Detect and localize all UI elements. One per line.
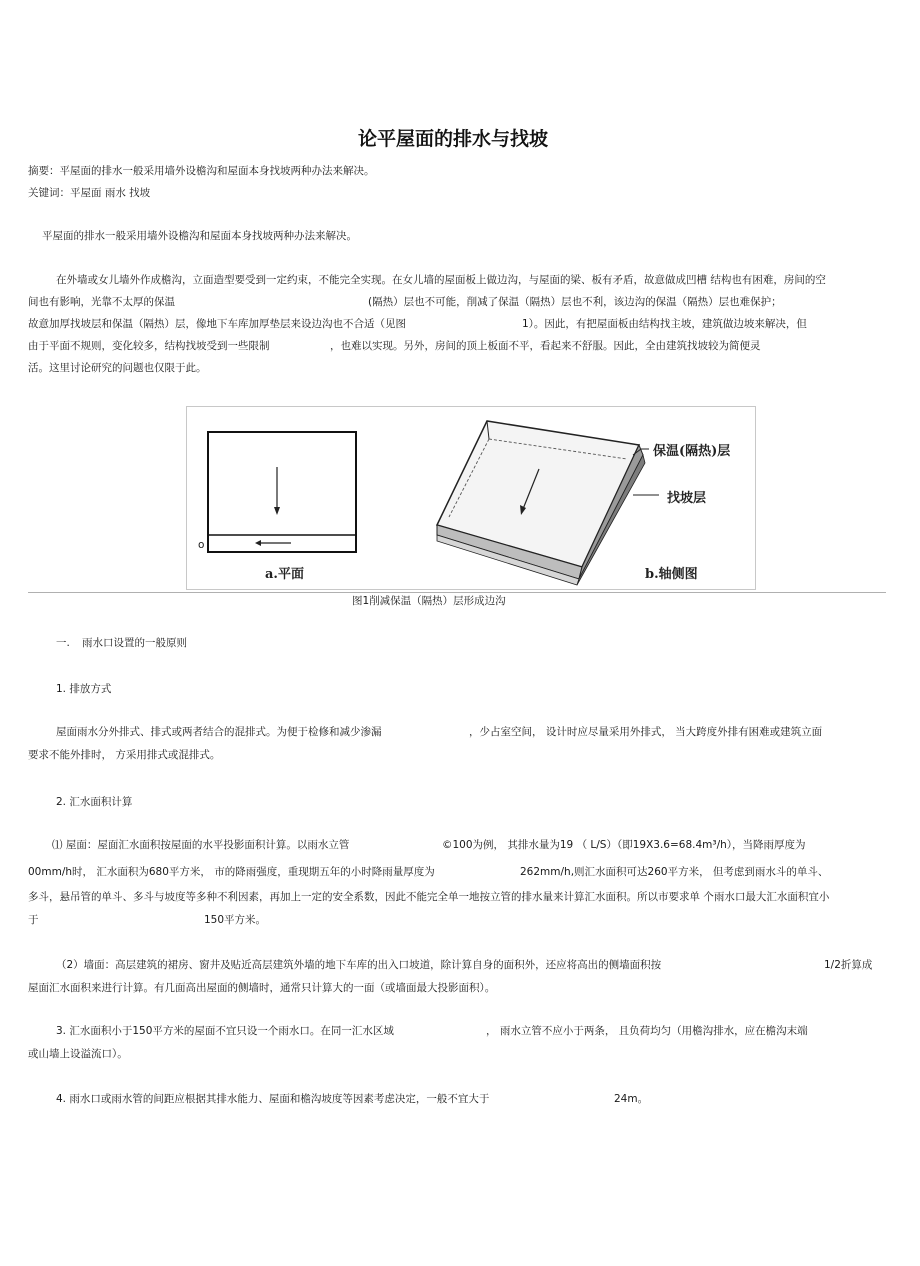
abstract: 摘要：平屋面的排水一般采用墙外设檐沟和屋面本身找坡两种办法来解决。 (28, 165, 375, 177)
label-axonometric: b.轴侧图 (645, 567, 698, 582)
item2-p2-line1b: 1/2折算成 (824, 959, 873, 971)
figure-1 (186, 406, 756, 590)
item1-line1b: ，少占室空间， 设计时应尽量采用外排式， 当大跨度外排有困难或建筑立面 (469, 726, 823, 738)
section1-heading: 雨水口设置的一般原则 (82, 637, 187, 649)
item2-p1-line4b: 150平方米。 (204, 914, 267, 926)
label-plan: a.平面 (265, 567, 304, 582)
item4-line1a: 4. 雨水口或雨水管的间距应根据其排水能力、屋面和檐沟坡度等因素考虑决定，一般不宜大于 (56, 1093, 490, 1105)
para1-line3b: 1）。因此，有把屋面板由结构找主坡，建筑做边坡来解决，但 (522, 318, 807, 330)
para1-line1: 在外墙或女儿墙外作成檐沟，立面造型要受到一定约束，不能完全实现。在女儿墙的屋面板上做边沟，与屋面的梁、板有矛盾，故意做成凹槽 结构也有困难，房间的空 (56, 274, 826, 286)
item2-p1-line1b: ©100为例， 其排水量为19 （ L/S）（即19X3.6=68.4m³/h），当降雨厚度为 (442, 839, 806, 851)
plan-view (208, 432, 356, 552)
item2-heading: 2. 汇水面积计算 (56, 796, 133, 808)
item4-line1b: 24m。 (614, 1093, 649, 1105)
item1-line2: 要求不能外排时， 方采用排式或混排式。 (28, 749, 221, 761)
para1-line3a: 故意加厚找坡层和保温（隔热）层，像地下车库加厚垫层来设边沟也不合适（见图 (28, 318, 406, 330)
item2-p1-line3: 多斗，悬吊管的单斗、多斗与坡度等多种不利因素，再加上一定的安全系数，因此不能完全单一地按立管的排水量来计算汇水面积。所以市要求单 个雨水口最大汇水面积宜小 (28, 891, 830, 903)
figure-caption: 图1削减保温（隔热）层形成边沟 (352, 595, 506, 607)
item2-p1-line4a: 于 (28, 914, 39, 926)
item2-p2-line2: 屋面汇水面积来进行计算。有几面高出屋面的侧墙时，通常只计算大的一面（或墙面最大投影面积）。 (28, 982, 496, 994)
para1-line2b: (隔热）层也不可能，削减了保温（隔热）层也不利，该边沟的保温（隔热）层也难保护； (368, 296, 782, 308)
keywords: 关键词：平屋面 雨水 找坡 (28, 187, 151, 199)
item2-p1-line1a: ⑴ 屋面：屋面汇水面积按屋面的水平投影面积计算。以雨水立管 (52, 839, 350, 851)
item1-heading: 1. 排放方式 (56, 683, 112, 695)
item3-line1a: 3. 汇水面积小于150平方米的屋面不宜只设一个雨水口。在同一汇水区域 (56, 1025, 394, 1037)
page-title: 论平屋面的排水与找坡 (358, 128, 549, 150)
label-insulation-layer: 保温(隔热)层 (653, 444, 731, 459)
para1-line4a: 由于平面不规则，变化较多，结构找坡受到一些限制 (28, 340, 270, 352)
item2-p2-line1a: （2）墙面：高层建筑的裙房、窗井及贴近高层建筑外墙的地下车库的出入口坡道，除计算自身的面积外，还应将高出的侧墙面积按 (56, 959, 662, 971)
label-slope-layer: 找坡层 (667, 491, 707, 506)
item3-line1b: ， 雨水立管不应小于两条， 且负荷均匀（用檐沟排水，应在檐沟末端 (486, 1025, 808, 1037)
section1-number: 一. (56, 637, 70, 649)
axonometric-view (437, 421, 659, 585)
figure-divider (28, 592, 886, 593)
label-small-o: o (198, 539, 205, 551)
item3-line2: 或山墙上设溢流口）。 (28, 1048, 128, 1060)
item2-p1-line2a: 00mm/h时， 汇水面积为680平方米， 市的降雨强度，重现期五年的小时降雨量厚度为 (28, 866, 435, 878)
para1-line5: 活。这里讨论研究的问题也仅限于此。 (28, 362, 207, 374)
para1-line4b: ，也难以实现。另外，房间的顶上板面不平，看起来不舒服。因此，全由建筑找坡较为简便灵 (330, 340, 761, 352)
item2-p1-line2b: 262mm/h,则汇水面积可达260平方米， 但考虑到雨水斗的单斗、 (520, 866, 829, 878)
para1-line2a: 间也有影响，光靠不太厚的保温 (28, 296, 175, 308)
intro-paragraph: 平屋面的排水一般采用墙外设檐沟和屋面本身找坡两种办法来解决。 (42, 230, 357, 242)
item1-line1a: 屋面雨水分外排式、排式或两者结合的混排式。为便于检修和减少渗漏 (56, 726, 382, 738)
